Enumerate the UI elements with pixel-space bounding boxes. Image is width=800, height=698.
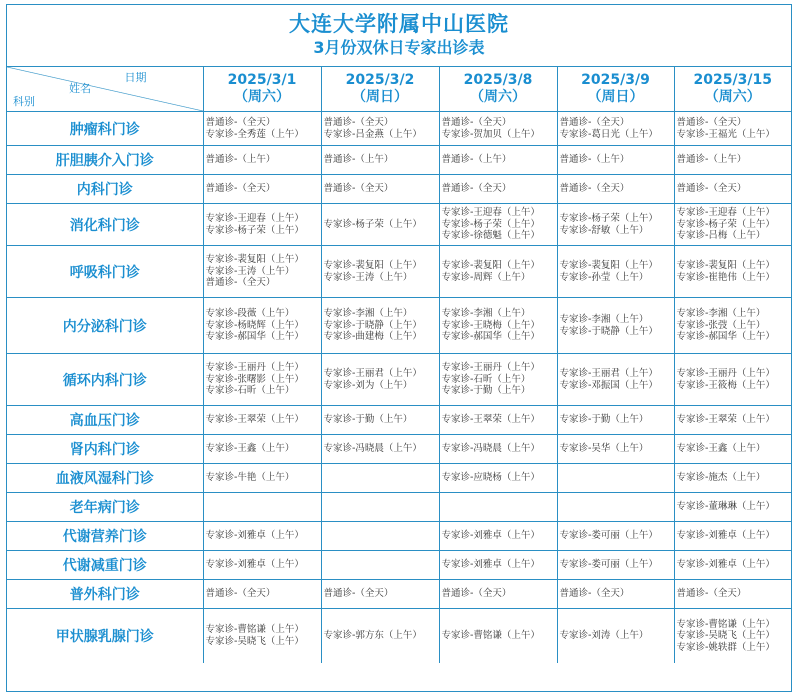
clinic-entry: 专家诊-刘雅卓（上午）	[676, 530, 775, 542]
department-name: 肝胆胰介入门诊	[7, 146, 203, 175]
clinic-entry: 专家诊-杨子荣（上午）	[323, 218, 422, 230]
clinic-entry: 专家诊-王鑫（上午）	[676, 443, 766, 455]
department-name: 老年病门诊	[7, 493, 203, 522]
table-row	[7, 580, 791, 609]
hospital-name: 大连大学附属中山医院	[289, 12, 509, 36]
schedule-table	[7, 67, 791, 663]
clinic-entry: 专家诊-李湘（上午）	[323, 308, 413, 320]
schedule-cell	[439, 146, 557, 175]
schedule-cell	[439, 493, 557, 522]
schedule-cell	[203, 146, 321, 175]
schedule-cell	[321, 435, 439, 464]
clinic-entry: 专家诊-施杰（上午）	[676, 472, 766, 484]
schedule-cell	[674, 493, 791, 522]
date-label: 日期	[124, 71, 147, 84]
clinic-entry: 专家诊-刘雅卓（上午）	[441, 530, 540, 542]
clinic-entry: 专家诊-裴复阳（上午）	[676, 260, 775, 271]
clinic-entry: 专家诊-吕金燕（上午）	[323, 128, 422, 140]
date-header-1: 2025/3/1 （周六）	[203, 67, 321, 112]
clinic-entry: 普通诊-（全天）	[205, 277, 276, 289]
table-row	[7, 551, 791, 580]
schedule-cell	[321, 609, 439, 663]
clinic-entry: 专家诊-王丽丹（上午）	[441, 362, 540, 374]
schedule-cell	[439, 580, 557, 609]
schedule-cell	[321, 204, 439, 246]
schedule-cell	[321, 354, 439, 406]
clinic-entry: 专家诊-王丽君（上午）	[559, 368, 658, 379]
clinic-entry: 普通诊-（上午）	[323, 154, 394, 166]
dept-label: 科别	[13, 95, 35, 108]
schedule-cell	[674, 354, 791, 406]
clinic-entry: 普通诊-（上午）	[441, 154, 512, 166]
schedule-cell	[203, 406, 321, 435]
schedule-cell	[321, 522, 439, 551]
schedule-subtitle: 3月份双休日专家出诊表	[313, 38, 485, 57]
clinic-entry: 专家诊-全秀莲（上午）	[205, 128, 304, 140]
schedule-cell	[203, 246, 321, 298]
date-header-4: 2025/3/9 （周日）	[557, 67, 674, 112]
clinic-entry: 专家诊-杨子荣（上午）	[676, 218, 775, 230]
clinic-entry: 专家诊-邓振国（上午）	[559, 379, 658, 391]
schedule-cell	[321, 580, 439, 609]
schedule-body	[7, 112, 791, 663]
clinic-entry: 专家诊-董琳琳（上午）	[676, 501, 775, 513]
clinic-entry: 专家诊-冯晓晨（上午）	[323, 443, 422, 455]
schedule-cell	[439, 298, 557, 354]
clinic-entry: 普通诊-（上午）	[559, 154, 630, 166]
schedule-cell	[439, 354, 557, 406]
schedule-cell	[203, 112, 321, 146]
clinic-entry: 专家诊-周辉（上午）	[441, 271, 531, 283]
name-label: 姓名	[69, 82, 91, 95]
schedule-cell	[321, 175, 439, 204]
date-header-5: 2025/3/15 （周六）	[674, 67, 791, 112]
schedule-cell	[203, 551, 321, 580]
clinic-entry: 专家诊-吴晓飞（上午）	[205, 635, 304, 647]
clinic-entry: 专家诊-裴复阳（上午）	[441, 260, 540, 271]
schedule-cell	[557, 146, 674, 175]
schedule-cell	[557, 204, 674, 246]
schedule-cell	[674, 298, 791, 354]
schedule-cell	[439, 609, 557, 663]
clinic-entry: 专家诊-崔艳伟（上午）	[676, 271, 775, 283]
clinic-entry: 专家诊-徐德魁（上午）	[441, 230, 540, 242]
table-row	[7, 609, 791, 663]
clinic-entry: 专家诊-段薇（上午）	[205, 308, 295, 320]
clinic-entry: 专家诊-舒敏（上午）	[559, 224, 649, 236]
clinic-entry: 专家诊-刘涛（上午）	[559, 630, 649, 641]
schedule-cell	[203, 175, 321, 204]
schedule-cell	[203, 435, 321, 464]
schedule-cell	[557, 580, 674, 609]
clinic-entry: 专家诊-于勤（上午）	[441, 385, 531, 397]
clinic-entry: 专家诊-王涛（上午）	[323, 271, 413, 283]
schedule-cell	[674, 146, 791, 175]
schedule-cell	[321, 551, 439, 580]
clinic-entry: 专家诊-王丽丹（上午）	[205, 362, 304, 374]
department-name: 普外科门诊	[7, 580, 203, 609]
table-row	[7, 435, 791, 464]
department-name: 高血压门诊	[7, 406, 203, 435]
schedule-cell	[674, 551, 791, 580]
department-name: 呼吸科门诊	[7, 246, 203, 298]
schedule-cell	[439, 464, 557, 493]
clinic-entry: 专家诊-郭方东（上午）	[323, 630, 422, 641]
clinic-entry: 专家诊-郝国华（上午）	[441, 331, 540, 343]
schedule-cell	[674, 580, 791, 609]
clinic-entry: 专家诊-曹铭谦（上午）	[205, 624, 304, 636]
schedule-cell	[557, 609, 674, 663]
clinic-entry: 专家诊-张弢（上午）	[676, 319, 766, 331]
schedule-cell	[557, 175, 674, 204]
department-name: 肿瘤科门诊	[7, 112, 203, 146]
table-row	[7, 175, 791, 204]
table-row	[7, 522, 791, 551]
clinic-entry: 专家诊-李湘（上午）	[676, 308, 766, 320]
clinic-entry: 专家诊-牛艳（上午）	[205, 472, 295, 484]
clinic-entry: 专家诊-王晓梅（上午）	[441, 319, 540, 331]
clinic-entry: 专家诊-吴晓飞（上午）	[676, 630, 775, 641]
schedule-cell	[203, 464, 321, 493]
table-row	[7, 464, 791, 493]
department-name: 肾内科门诊	[7, 435, 203, 464]
clinic-entry: 专家诊-曹铭谦（上午）	[676, 618, 775, 630]
clinic-entry: 专家诊-石昕（上午）	[205, 385, 295, 397]
clinic-entry: 专家诊-郝国华（上午）	[676, 331, 775, 343]
clinic-entry: 普通诊-（全天）	[559, 588, 630, 600]
clinic-entry: 专家诊-于勤（上午）	[559, 414, 649, 426]
clinic-entry: 普通诊-（全天）	[323, 588, 394, 600]
schedule-cell	[674, 204, 791, 246]
clinic-entry: 专家诊-李湘（上午）	[559, 314, 649, 325]
clinic-entry: 专家诊-李湘（上午）	[441, 308, 531, 320]
clinic-entry: 专家诊-张曙影（上午）	[205, 373, 304, 385]
clinic-entry: 专家诊-刘雅卓（上午）	[676, 559, 775, 571]
schedule-cell	[557, 551, 674, 580]
clinic-entry: 专家诊-贺加贝（上午）	[441, 128, 540, 140]
table-row	[7, 406, 791, 435]
schedule-sheet	[6, 4, 792, 692]
schedule-cell	[321, 406, 439, 435]
schedule-cell	[321, 298, 439, 354]
clinic-entry: 专家诊-于晓静（上午）	[323, 319, 422, 331]
schedule-cell	[557, 435, 674, 464]
schedule-cell	[439, 112, 557, 146]
schedule-cell	[557, 406, 674, 435]
schedule-cell	[321, 493, 439, 522]
clinic-entry: 专家诊-王涛（上午）	[205, 265, 295, 277]
schedule-cell	[203, 580, 321, 609]
schedule-cell	[439, 175, 557, 204]
clinic-entry: 普通诊-（全天）	[676, 183, 747, 195]
department-name: 甲状腺乳腺门诊	[7, 609, 203, 663]
clinic-entry: 专家诊-冯晓晨（上午）	[441, 443, 540, 455]
clinic-entry: 普通诊-（全天）	[441, 183, 512, 195]
schedule-cell	[321, 112, 439, 146]
schedule-cell	[439, 246, 557, 298]
schedule-cell	[439, 406, 557, 435]
schedule-cell	[321, 464, 439, 493]
clinic-entry: 普通诊-（全天）	[205, 183, 276, 195]
clinic-entry: 专家诊-王迎春（上午）	[441, 207, 540, 219]
clinic-entry: 普通诊-（全天）	[323, 117, 394, 128]
clinic-entry: 专家诊-杨晓辉（上午）	[205, 319, 304, 331]
clinic-entry: 专家诊-裴复阳（上午）	[205, 254, 304, 266]
schedule-cell	[674, 464, 791, 493]
schedule-cell	[557, 354, 674, 406]
clinic-entry: 专家诊-娄可丽（上午）	[559, 530, 658, 542]
clinic-entry: 专家诊-裴复阳（上午）	[559, 260, 658, 271]
clinic-entry: 普通诊-（全天）	[676, 117, 747, 128]
schedule-cell	[439, 435, 557, 464]
clinic-entry: 专家诊-王福光（上午）	[676, 128, 775, 140]
table-row	[7, 246, 791, 298]
schedule-cell	[439, 204, 557, 246]
table-row	[7, 204, 791, 246]
clinic-entry: 专家诊-石昕（上午）	[441, 373, 531, 385]
department-name: 内分泌科门诊	[7, 298, 203, 354]
clinic-entry: 专家诊-于勤（上午）	[323, 414, 413, 426]
schedule-cell	[557, 298, 674, 354]
clinic-entry: 专家诊-葛日光（上午）	[559, 128, 658, 140]
schedule-cell	[203, 522, 321, 551]
clinic-entry: 专家诊-王鑫（上午）	[205, 443, 295, 455]
department-name: 内科门诊	[7, 175, 203, 204]
date-header-3: 2025/3/8 （周六）	[439, 67, 557, 112]
schedule-cell	[203, 298, 321, 354]
table-row	[7, 112, 791, 146]
clinic-entry: 专家诊-刘雅卓（上午）	[441, 559, 540, 571]
clinic-entry: 专家诊-王翠荣（上午）	[441, 414, 540, 426]
schedule-cell	[674, 522, 791, 551]
schedule-cell	[674, 435, 791, 464]
department-name: 代谢减重门诊	[7, 551, 203, 580]
clinic-entry: 专家诊-曲建梅（上午）	[323, 331, 422, 343]
clinic-entry: 普通诊-（全天）	[205, 117, 276, 128]
department-name: 代谢营养门诊	[7, 522, 203, 551]
department-name: 血液风湿科门诊	[7, 464, 203, 493]
schedule-cell	[203, 354, 321, 406]
clinic-entry: 专家诊-姚轶群（上午）	[676, 641, 775, 653]
clinic-entry: 专家诊-王丽君（上午）	[323, 368, 422, 379]
clinic-entry: 专家诊-吕梅（上午）	[676, 230, 766, 242]
schedule-cell	[674, 246, 791, 298]
clinic-entry: 专家诊-孙莹（上午）	[559, 271, 649, 283]
clinic-entry: 专家诊-王翠荣（上午）	[205, 414, 304, 426]
schedule-cell	[674, 609, 791, 663]
schedule-cell	[439, 551, 557, 580]
clinic-entry: 专家诊-裴复阳（上午）	[323, 260, 422, 271]
clinic-entry: 专家诊-王筱梅（上午）	[676, 379, 775, 391]
schedule-cell	[321, 146, 439, 175]
clinic-entry: 专家诊-郝国华（上午）	[205, 331, 304, 343]
clinic-entry: 专家诊-娄可丽（上午）	[559, 559, 658, 571]
schedule-cell	[203, 493, 321, 522]
schedule-cell	[557, 246, 674, 298]
schedule-cell	[557, 464, 674, 493]
schedule-cell	[674, 175, 791, 204]
clinic-entry: 普通诊-（上午）	[676, 154, 747, 166]
date-header-2: 2025/3/2 （周日）	[321, 67, 439, 112]
schedule-cell	[674, 406, 791, 435]
title-block	[7, 5, 791, 67]
table-row	[7, 354, 791, 406]
table-row	[7, 146, 791, 175]
department-name: 循环内科门诊	[7, 354, 203, 406]
clinic-entry: 专家诊-杨子荣（上午）	[441, 218, 540, 230]
clinic-entry: 普通诊-（全天）	[676, 588, 747, 600]
schedule-cell	[557, 493, 674, 522]
clinic-entry: 普通诊-（全天）	[559, 117, 630, 128]
table-row	[7, 298, 791, 354]
clinic-entry: 普通诊-（全天）	[441, 117, 512, 128]
clinic-entry: 普通诊-（全天）	[205, 588, 276, 600]
schedule-cell	[321, 246, 439, 298]
clinic-entry: 专家诊-杨子荣（上午）	[559, 213, 658, 224]
clinic-entry: 专家诊-于晓静（上午）	[559, 325, 658, 337]
schedule-cell	[557, 522, 674, 551]
clinic-entry: 专家诊-王翠荣（上午）	[676, 414, 775, 426]
clinic-entry: 普通诊-（全天）	[559, 183, 630, 195]
clinic-entry: 专家诊-吴华（上午）	[559, 443, 649, 455]
clinic-entry: 专家诊-刘为（上午）	[323, 379, 413, 391]
clinic-entry: 专家诊-刘雅卓（上午）	[205, 559, 304, 571]
clinic-entry: 专家诊-杨子荣（上午）	[205, 224, 304, 236]
schedule-cell	[203, 609, 321, 663]
schedule-cell	[439, 522, 557, 551]
clinic-entry: 普通诊-（上午）	[205, 154, 276, 166]
corner-header	[7, 67, 203, 112]
clinic-entry: 专家诊-曹铭谦（上午）	[441, 630, 540, 641]
department-name: 消化科门诊	[7, 204, 203, 246]
schedule-cell	[557, 112, 674, 146]
clinic-entry: 专家诊-刘雅卓（上午）	[205, 530, 304, 542]
clinic-entry: 专家诊-应晓杨（上午）	[441, 472, 540, 484]
clinic-entry: 专家诊-王丽丹（上午）	[676, 368, 775, 379]
schedule-cell	[674, 112, 791, 146]
table-row	[7, 493, 791, 522]
schedule-cell	[203, 204, 321, 246]
clinic-entry: 专家诊-王迎春（上午）	[205, 213, 304, 224]
clinic-entry: 专家诊-王迎春（上午）	[676, 207, 775, 219]
clinic-entry: 普通诊-（全天）	[441, 588, 512, 600]
clinic-entry: 普通诊-（全天）	[323, 183, 394, 195]
